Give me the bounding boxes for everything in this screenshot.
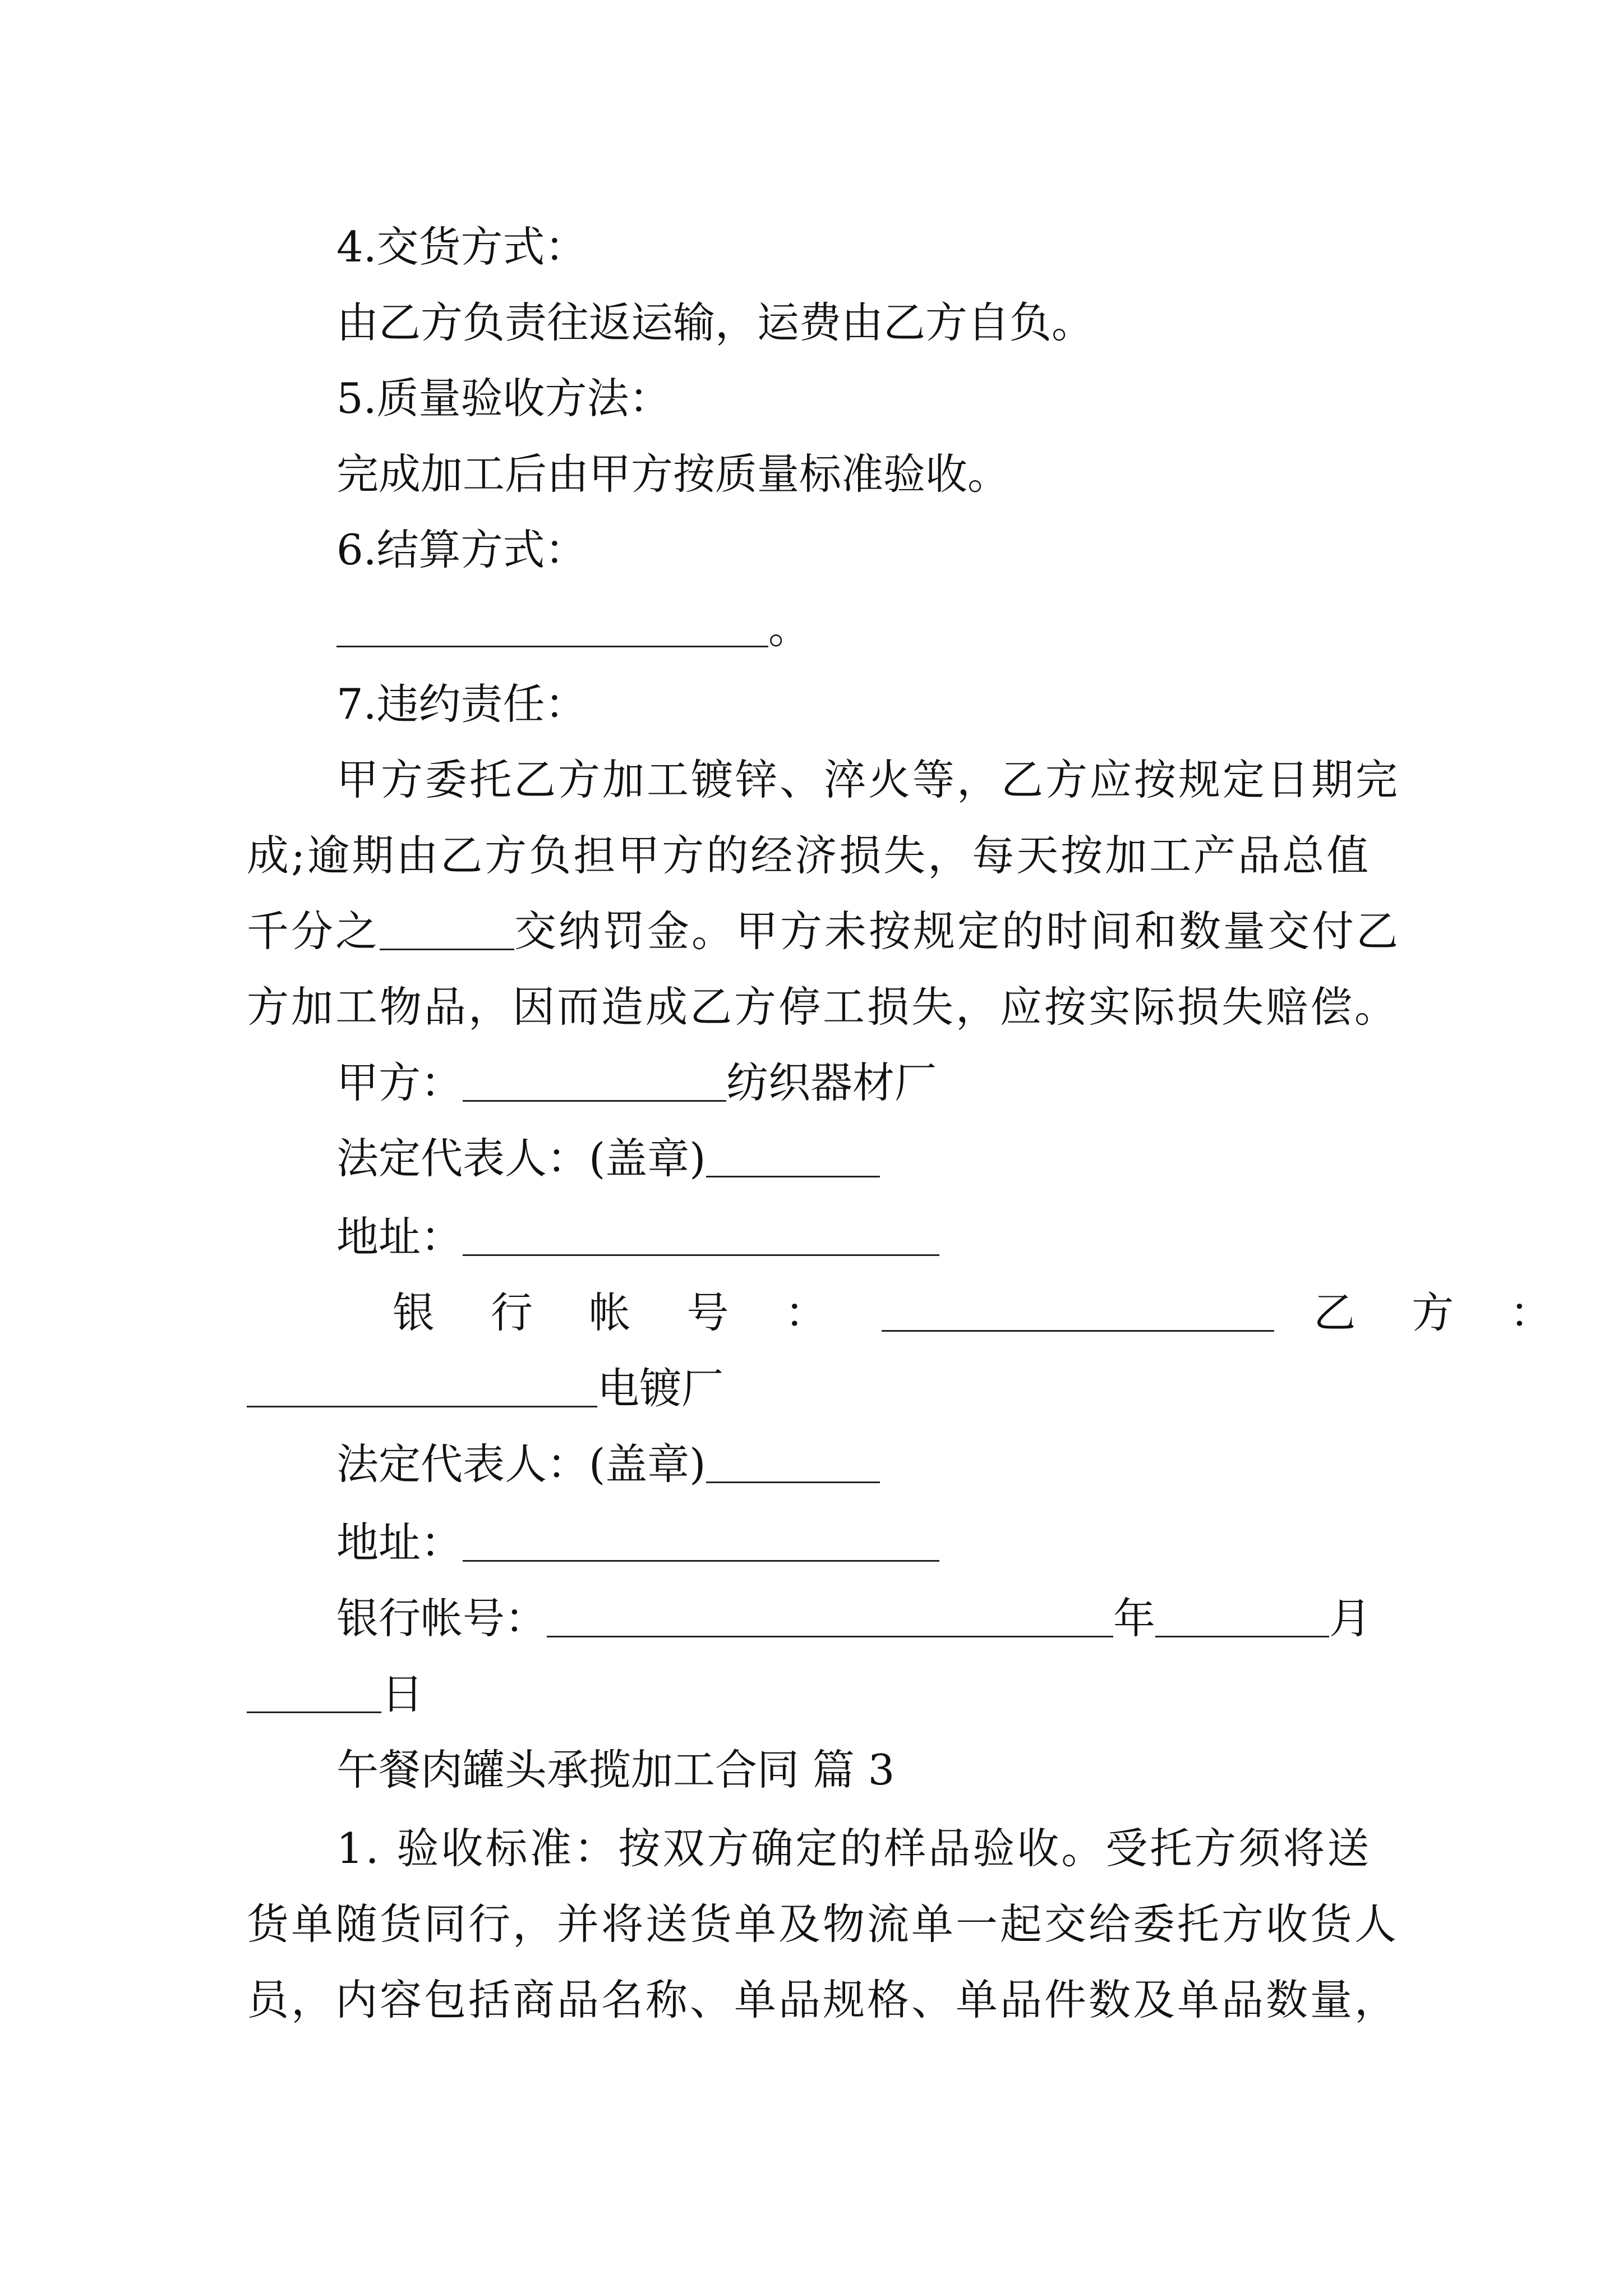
clause-5-heading: 5.质量验收方法： — [336, 374, 671, 423]
party-a-address-line: 地址： — [0, 1200, 1623, 1273]
party-b-address-line: 地址： — [0, 1506, 1623, 1579]
party-a-address-blank — [463, 1215, 939, 1256]
clause-6-heading: 6.结算方式： — [336, 525, 587, 574]
party-a-representative-line: 法定代表人：(盖章) — [0, 1122, 1623, 1195]
party-a-representative-blank — [706, 1137, 880, 1177]
party-b-bank-line: 银行帐号： 年 月 — [336, 1594, 1372, 1643]
party-a-name-line: 甲方： 纺织器材厂 — [336, 1058, 937, 1107]
clause-5-text: 完成加工后由甲方按质量标准验收。 — [336, 449, 1010, 499]
section-3-clause-1-line-3: 员，内容包括商品名称、单品规格、单品件数及单品数量， — [247, 1975, 1399, 2024]
clause-7-text-line-1: 甲方委托乙方加工镀锌、淬火等，乙方应按规定日期完 — [336, 755, 1400, 804]
day-blank — [247, 1672, 381, 1713]
party-b-bank-blank — [547, 1596, 1113, 1637]
clause-6-blank-line: 。 — [0, 592, 1623, 665]
settlement-blank — [336, 606, 768, 647]
penalty-rate-blank — [380, 909, 514, 950]
section-3-clause-1-line-2: 货单随货同行，并将送货单及物流单一起交给委托方收货人 — [247, 1899, 1399, 1949]
party-a-bank-line: 银 行 帐 号 ： 乙 方 ： — [393, 1288, 1574, 1337]
date-day-line: 日 — [0, 1658, 1623, 1731]
month-blank — [1155, 1596, 1329, 1637]
clause-7-text-line-2: 成;逾期由乙方负担甲方的经济损失，每天按加工产品总值 — [247, 831, 1371, 880]
clause-4-text: 由乙方负责往返运输，运费由乙方自负。 — [336, 298, 1094, 347]
party-b-representative-line: 法定代表人：(盖章) — [0, 1428, 1623, 1501]
party-b-address-blank — [463, 1521, 939, 1562]
clause-4-heading: 4.交货方式： — [336, 222, 587, 272]
section-3-clause-1-line-1: 1. 验收标准：按双方确定的样品验收。受托方须将送 — [336, 1824, 1372, 1873]
section-title: 午餐肉罐头承揽加工合同 篇 3 — [336, 1745, 895, 1795]
party-b-name-line: 电镀厂 — [0, 1352, 1623, 1425]
party-b-representative-blank — [706, 1442, 880, 1483]
clause-7-text-line-4: 方加工物品，因而造成乙方停工损失，应按实际损失赔偿。 — [247, 982, 1399, 1032]
clause-7-heading: 7.违约责任： — [336, 679, 587, 729]
party-a-name-blank — [463, 1061, 726, 1102]
party-b-name-blank — [247, 1366, 597, 1407]
party-a-bank-blank — [882, 1291, 1274, 1332]
clause-7-text-line-3: 千分之 交纳罚金。甲方未按规定的时间和数量交付乙 — [247, 907, 1401, 956]
